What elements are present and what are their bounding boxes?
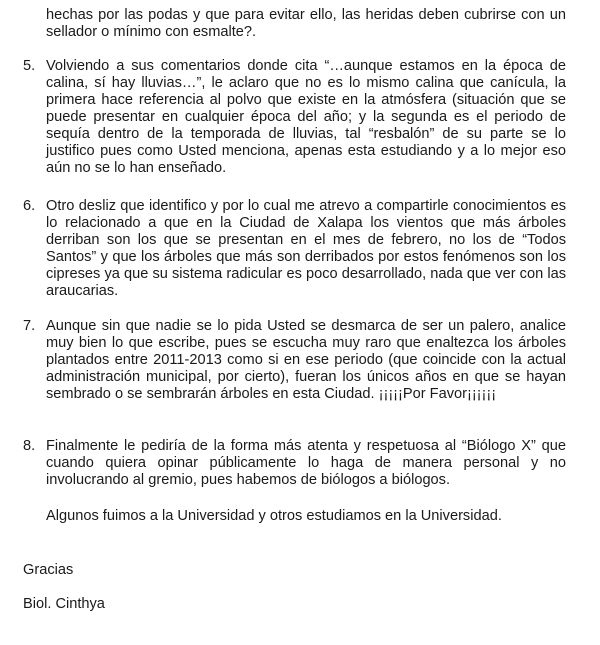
item-number: 8. [23,438,36,454]
item-number: 7. [23,318,36,334]
list-item [23,438,566,489]
signature: Biol. Cinthya [23,596,105,612]
item-number: 5. [23,58,36,74]
continuation-paragraph: hechas por las podas y que para evitar ello, las heridas deben cubrirse con un sellador o mínimo con esmalte?. [46,7,566,40]
list-item [23,318,566,403]
item-text: Volviendo a sus comentarios donde cita “…aunque estamos en la época de calina, sí hay lluvias…”, le aclaro que no es lo mismo calina que canícula, la primera hace referencia al polvo que existe en la atmósfera (situación que se puede presentar en cualquier época del año; y la segunda es el periodo de sequía dentro de la temporada de lluvias, tal “resbalón” de su parte se lo justifico pues como Usted menciona, apenas esta estudiando y a lo mejor eso aún no se lo han enseñado. [46,58,566,176]
list-item [23,198,566,300]
item-number: 6. [23,198,36,214]
item-text: Aunque sin que nadie se lo pida Usted se desmarca de ser un palero, analice muy bien lo que escribe, pues se escucha muy raro que enaltezca los árboles plantados entre 2011-2013 como si en ese periodo (que coincide con la actual administración municipal, por cierto), fueran los únicos años en que se hayan sembrado o se sembrarán árboles en esta Ciudad. ¡¡¡¡¡Por Favor¡¡¡¡¡¡ [46,318,566,402]
thanks-text: Gracias [23,562,74,578]
closing-line: Algunos fuimos a la Universidad y otros estudiamos en la Universidad. [46,508,502,524]
list-item [23,58,566,177]
item-text: Otro desliz que identifico y por lo cual me atrevo a compartirle conocimientos es lo relacionado a que en la Ciudad de Xalapa los vientos que más árboles derriban son los que se presentan en el mes de febrero, no los de “Todos Santos” y que los árboles que más son derribados por estos fenómenos son los cipreses ya que su sistema radicular es poco desarrollado, nada que ver con las araucarias. [46,198,566,299]
item-text: Finalmente le pediría de la forma más atenta y respetuosa al “Biólogo X” que cuando quiera opinar públicamente lo haga de manera personal y no involucrando al gremio, pues habemos de biólogos a biólogos. [46,438,566,488]
